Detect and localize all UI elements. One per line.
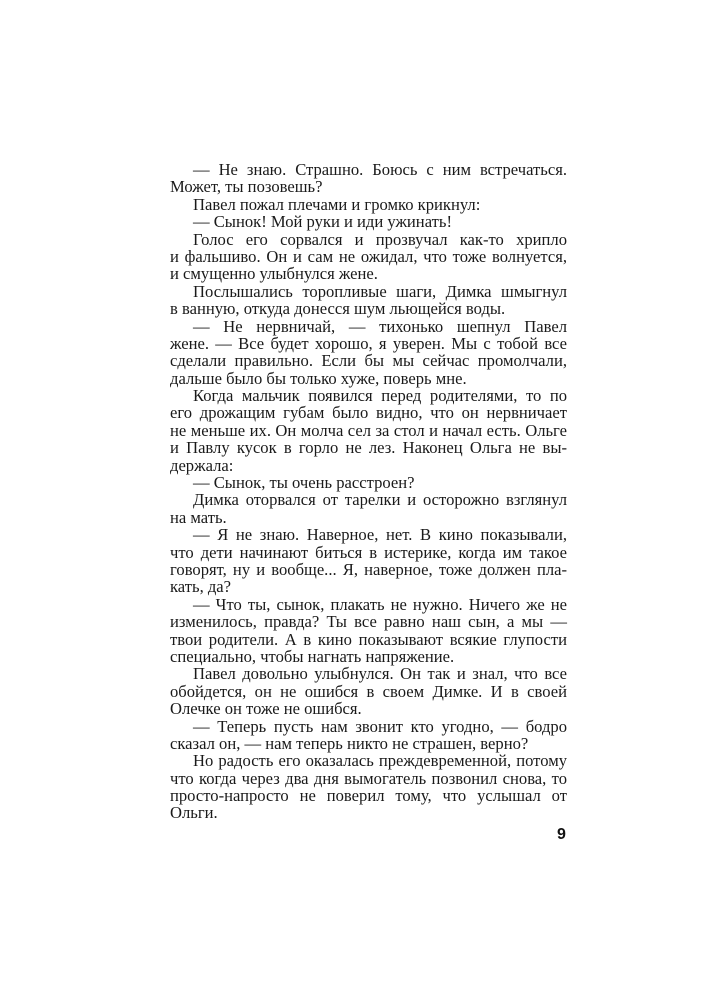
text-line: Олечке он тоже не ошибся. bbox=[170, 699, 362, 719]
paragraph bbox=[170, 474, 567, 491]
text-line: Может, ты позовешь? bbox=[170, 177, 323, 197]
text-line: Павел пожал плечами и громко крикнул: bbox=[193, 194, 481, 214]
page-number: 9 bbox=[557, 826, 566, 843]
text-line: что дети начинают биться в истерике, когда им такое bbox=[170, 542, 567, 562]
body-text bbox=[170, 161, 567, 822]
text-line: что когда через два дня вымогатель позвонил снова, то bbox=[170, 768, 567, 788]
text-line: Когда мальчик появился перед родителями, то по bbox=[193, 386, 567, 406]
text-line: Димка оторвался от тарелки и осторожно взглянул bbox=[193, 490, 567, 510]
text-line: изменилось, правда? Ты все равно наш сын, а мы — bbox=[170, 612, 567, 632]
text-line: Ольги. bbox=[170, 803, 218, 823]
text-line: говорят, ну и вообще... Я, наверное, тоже должен пла- bbox=[170, 559, 567, 579]
text-line: в ванную, откуда донесся шум льющейся воды. bbox=[170, 299, 506, 319]
text-line: — Не знаю. Страшно. Боюсь с ним встречаться. bbox=[193, 160, 567, 179]
text-line: его дрожащим губам было видно, что он нервничает bbox=[170, 403, 567, 423]
paragraph bbox=[170, 387, 567, 474]
text-line: сделали правильно. Если бы мы сейчас промолчали, bbox=[170, 351, 567, 371]
paragraph bbox=[170, 318, 567, 388]
text-line: — Что ты, сынок, плакать не нужно. Ничего же не bbox=[193, 594, 567, 614]
text-line: и фальшиво. Он и сам не ожидал, что тоже волнуется, bbox=[170, 246, 567, 266]
text-line: жене. — Все будет хорошо, я уверен. Мы с тобой все bbox=[170, 333, 567, 353]
text-line: держала: bbox=[170, 455, 234, 475]
text-line: и смущенно улыбнулся жене. bbox=[170, 264, 378, 284]
paragraph bbox=[170, 161, 567, 196]
paragraph bbox=[170, 718, 567, 753]
text-line: — Сынок, ты очень расстроен? bbox=[193, 473, 415, 493]
paragraph bbox=[170, 231, 567, 283]
text-line: кать, да? bbox=[170, 577, 232, 597]
text-line: просто-напросто не поверил тому, что услышал от bbox=[170, 786, 567, 806]
paragraph bbox=[170, 213, 567, 230]
text-line: Павел довольно улыбнулся. Он так и знал, что все bbox=[193, 664, 567, 684]
paragraph bbox=[170, 752, 567, 822]
text-line: твои родители. А в кино показывают всякие глупости bbox=[170, 629, 567, 649]
text-line: — Сынок! Мой руки и иди ужинать! bbox=[193, 212, 452, 232]
paragraph bbox=[170, 665, 567, 717]
text-line: обойдется, он не ошибся в своем Димке. И в своей bbox=[170, 681, 567, 701]
text-line: не меньше их. Он молча сел за стол и начал есть. Ольге bbox=[170, 420, 567, 440]
paragraph bbox=[170, 491, 567, 526]
text-line: — Не нервничай, — тихонько шепнул Павел bbox=[193, 316, 567, 336]
paragraph bbox=[170, 196, 567, 213]
text-line: на мать. bbox=[170, 507, 227, 527]
text-line: сказал он, — нам теперь никто не страшен, верно? bbox=[170, 733, 529, 753]
paragraph bbox=[170, 526, 567, 596]
text-line: — Я не знаю. Наверное, нет. В кино показывали, bbox=[193, 525, 567, 545]
text-line: Голос его сорвался и прозвучал как-то хрипло bbox=[193, 229, 567, 249]
paragraph bbox=[170, 596, 567, 666]
text-line: — Теперь пусть нам звонит кто угодно, — бодро bbox=[193, 716, 567, 736]
text-line: Послышались торопливые шаги, Димка шмыгнул bbox=[193, 281, 567, 301]
text-line: Но радость его оказалась преждевременной, потому bbox=[193, 751, 567, 771]
text-line: и Павлу кусок в горло не лез. Наконец Ольга не вы- bbox=[170, 438, 567, 458]
paragraph bbox=[170, 283, 567, 318]
text-line: дальше было бы только хуже, поверь мне. bbox=[170, 368, 467, 388]
text-line: специально, чтобы нагнать напряжение. bbox=[170, 646, 455, 666]
